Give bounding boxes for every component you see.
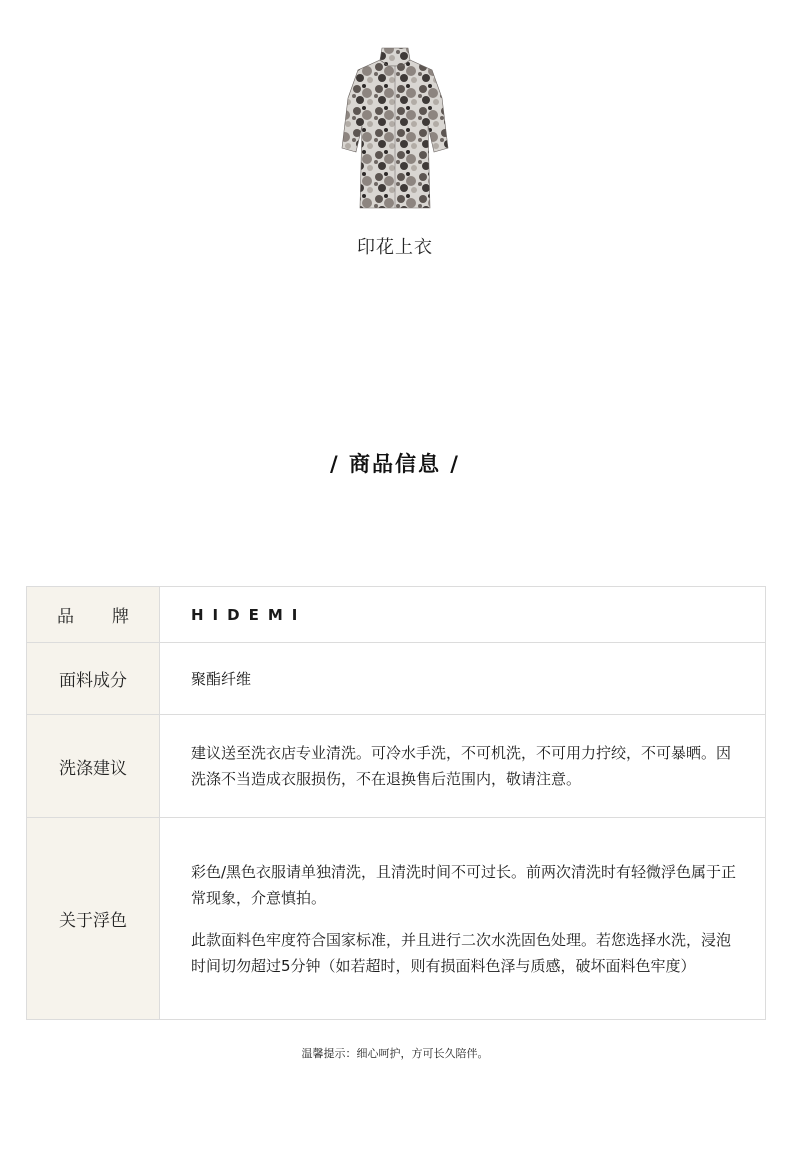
washing-label: 洗涤建议 <box>27 715 160 818</box>
section-title: / 商品信息 / <box>330 452 460 476</box>
table-row-fabric <box>27 643 766 715</box>
table-row-washing <box>27 715 766 818</box>
fabric-label: 面料成分 <box>27 643 160 715</box>
product-display <box>0 40 790 259</box>
brand-label <box>27 587 160 643</box>
table-row-brand <box>27 587 766 643</box>
fabric-value: 聚酯纤维 <box>160 643 766 715</box>
table-row-color-bleed <box>27 818 766 1020</box>
footer-note: 温馨提示：细心呵护，方可长久陪伴。 <box>301 1047 489 1060</box>
color-bleed-label: 关于浮色 <box>27 818 160 1020</box>
brand-label-char: 品 <box>57 607 74 627</box>
product-image <box>330 40 460 215</box>
brand-value-cell <box>160 587 766 643</box>
color-bleed-value <box>160 818 766 1020</box>
color-bleed-paragraph: 此款面料色牢度符合国家标准，并且进行二次水洗固色处理。若您选择水洗，浸泡时间切勿超过5分钟（如若超时，则有损面料色泽与质感，破坏面料色牢度） <box>191 930 732 975</box>
product-info-table <box>26 586 766 1020</box>
washing-value: 建议送至洗衣店专业清洗。可冷水手洗，不可机洗，不可用力拧绞，不可暴晒。因洗涤不当造成衣服损伤，不在退换售后范围内，敬请注意。 <box>160 715 766 818</box>
brand-value: HIDEMI <box>191 605 307 624</box>
brand-label-char: 牌 <box>112 607 129 627</box>
color-bleed-paragraph: 彩色/黑色衣服请单独清洗，且清洗时间不可过长。前两次清洗时有轻微浮色属于正常现象，介意慎拍。 <box>191 862 737 907</box>
product-name: 印花上衣 <box>357 237 433 258</box>
